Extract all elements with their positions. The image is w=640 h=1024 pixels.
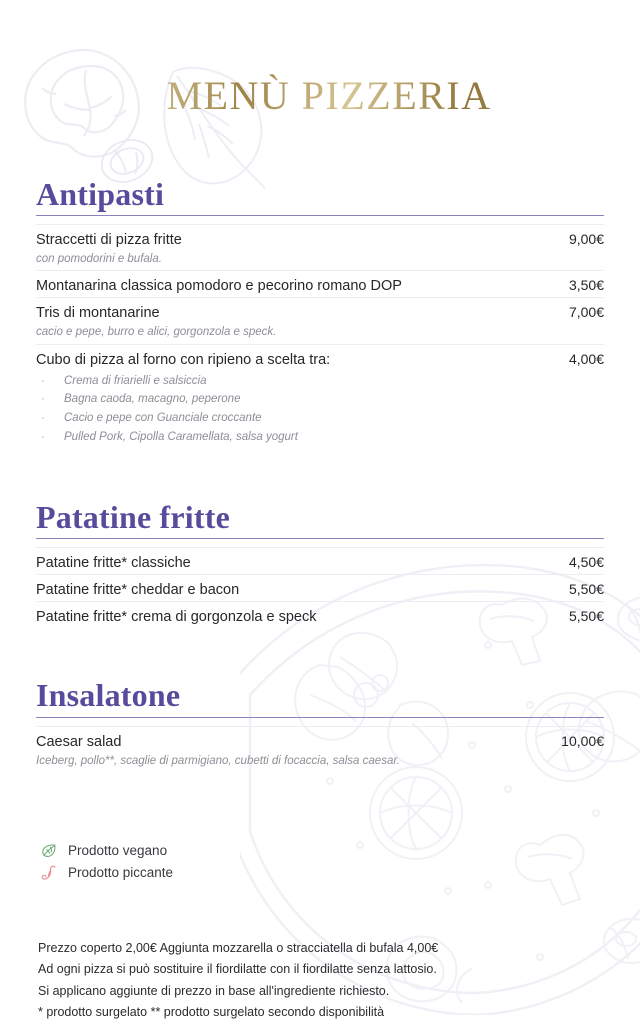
section-heading: Insalatone (36, 677, 181, 714)
menu-item (36, 574, 604, 601)
menu-item-row (36, 553, 604, 574)
menu-item-row (36, 303, 604, 324)
menu-item-row (36, 580, 604, 601)
menu-item-name: Cubo di pizza al forno con ripieno a scelta tra: (36, 351, 331, 368)
footer-line: * prodotto surgelato ** prodotto surgelato secondo disponibilità (38, 1005, 385, 1020)
menu-item-price: 4,00€ (568, 350, 604, 367)
menu-item-choices (36, 372, 604, 447)
section-insalatone (36, 628, 604, 771)
menu-item-name: Straccetti di pizza fritte (36, 232, 182, 249)
section-heading: Antipasti (36, 176, 165, 212)
page-title: MENÙ PIZZERIA (36, 0, 604, 119)
menu-item-price: 9,00€ (568, 231, 604, 248)
chili-pepper-icon (40, 864, 58, 882)
menu-item-row (36, 350, 604, 371)
footer-line: Prezzo coperto 2,00€ Aggiunta mozzarella o stracciatella di bufala 4,00€ (38, 940, 439, 955)
legend-label: Prodotto piccante (68, 865, 174, 881)
menu-item-name: Patatine fritte* cheddar e bacon (36, 582, 240, 599)
menu-item-name: Montanarina classica pomodoro e pecorino romano DOP (36, 278, 402, 295)
menu-item (36, 224, 604, 270)
menu-item (36, 601, 604, 628)
menu-item-choice: · Crema di friarielli e salsiccia (36, 372, 604, 391)
menu-item-row (36, 607, 604, 628)
footer-line: Si applicano aggiunte di prezzo in base all'ingrediente richiesto. (38, 983, 390, 998)
section-divider (36, 215, 604, 216)
menu-item-row (36, 230, 604, 251)
menu-item-name: Caesar salad (36, 733, 122, 750)
footer-line: Ad ogni pizza si può sostituire il fiordilatte con il fiordilatte senza lattosio. (38, 962, 437, 977)
legend-row-vegano (40, 840, 604, 862)
section-antipasti (36, 119, 604, 446)
menu-item-choice: · Pulled Pork, Cipolla Caramellata, salsa yogurt (36, 428, 604, 447)
menu-item-price: 5,50€ (568, 581, 604, 598)
legend-label: Prodotto vegano (68, 843, 168, 859)
menu-item-name: Patatine fritte* crema di gorgonzola e speck (36, 609, 317, 626)
menu-item-price: 10,00€ (561, 732, 604, 749)
section-divider (36, 717, 604, 718)
menu-item (36, 344, 604, 447)
legend (36, 772, 604, 884)
legend-row-piccante (40, 862, 604, 884)
menu-item (36, 297, 604, 343)
section-patatine-fritte (36, 450, 604, 628)
menu-item-price: 5,50€ (568, 608, 604, 625)
menu-item-name: Tris di montanarine (36, 305, 160, 322)
menu-item-price: 7,00€ (568, 304, 604, 321)
menu-item-choice: · Cacio e pepe con Guanciale croccante (36, 409, 604, 428)
menu-item-description: Iceberg, pollo**, scaglie di parmigiano, cubetti di focaccia, salsa caesar. (36, 754, 400, 767)
leaf-icon (40, 842, 58, 860)
menu-item-row (36, 276, 604, 297)
menu-item-choice: · Bagna caoda, macagno, peperone (36, 390, 604, 409)
menu-item (36, 726, 604, 772)
menu-item-row (36, 732, 604, 753)
menu-item-price: 4,50€ (568, 554, 604, 571)
section-divider (36, 538, 604, 539)
menu-item (36, 270, 604, 297)
menu-item-description: cacio e pepe, burro e alici, gorgonzola e speck. (36, 326, 277, 339)
menu-item-price: 3,50€ (568, 277, 604, 294)
menu-item-name: Patatine fritte* classiche (36, 555, 191, 572)
menu-item (36, 547, 604, 574)
section-heading: Patatine fritte (36, 499, 231, 536)
menu-item-description: con pomodorini e bufala. (36, 253, 162, 266)
